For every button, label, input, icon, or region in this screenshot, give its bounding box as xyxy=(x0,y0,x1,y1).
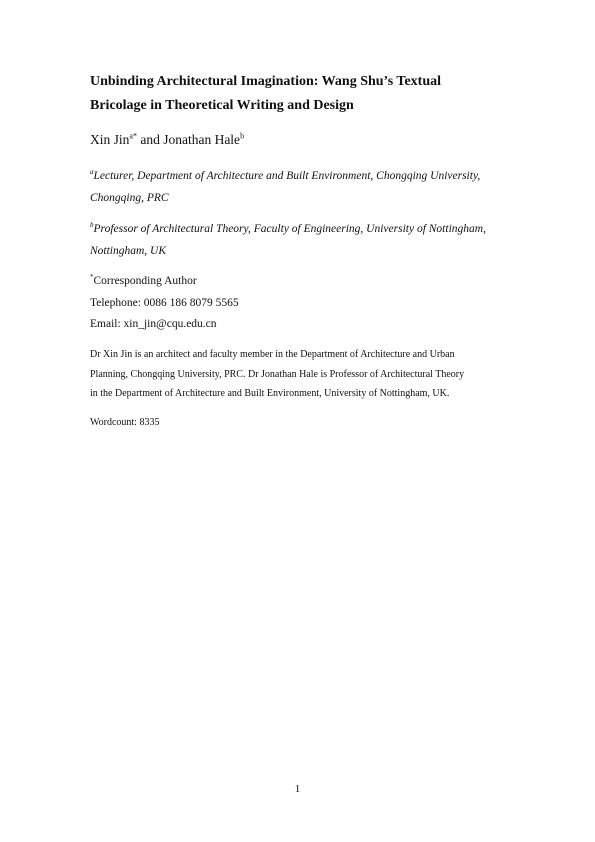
affiliation-a-line-2: Chongqing, PRC xyxy=(90,192,169,204)
author-2-affiliation-marks: b xyxy=(240,131,245,141)
corresponding-author-label: Corresponding Author xyxy=(93,275,197,287)
bio-line-1: Dr Xin Jin is an architect and faculty member in the Department of Architecture and Urban xyxy=(90,349,455,360)
affiliation-a-text-1: Lecturer, Department of Architecture and Built Environment, Chongqing University, xyxy=(93,170,481,182)
paper-title-line-1: Unbinding Architectural Imagination: Wang Shu’s Textual xyxy=(90,74,441,89)
author-joiner: and xyxy=(136,132,164,147)
author-1-affiliation-marks: a* xyxy=(129,131,137,141)
contact-block xyxy=(90,271,239,336)
word-count: Wordcount: 8335 xyxy=(90,417,160,428)
affiliation-b-mark: b xyxy=(90,221,94,230)
bio-line-3: in the Department of Architecture and Built Environment, University of Nottingham, UK. xyxy=(90,388,450,399)
author-list xyxy=(90,131,244,149)
affiliation-b-text-1: Professor of Architectural Theory, Faculty of Engineering, University of Nottingham, xyxy=(93,223,486,235)
author-2-name: Jonathan Hale xyxy=(163,132,241,147)
paper-title-line-2: Bricolage in Theoretical Writing and Design xyxy=(90,98,354,113)
affiliation-a xyxy=(90,165,520,209)
affiliation-a-mark: a xyxy=(90,168,94,177)
page-number: 1 xyxy=(294,783,301,795)
telephone-line: Telephone: 0086 186 8079 5565 xyxy=(90,296,239,309)
affiliation-b xyxy=(90,218,520,262)
corresponding-mark: * xyxy=(90,273,94,282)
paper-title xyxy=(90,70,530,118)
bio-line-2: Planning, Chongqing University, PRC. Dr Jonathan Hale is Professor of Architectural Theory xyxy=(90,368,465,380)
affiliation-b-line-1 xyxy=(90,218,520,240)
affiliation-a-line-1 xyxy=(90,165,520,187)
corresponding-author-line xyxy=(90,271,239,293)
affiliation-b-line-2: Nottingham, UK xyxy=(90,245,167,257)
author-bio-paragraph xyxy=(90,345,520,404)
email-line: Email: xin_jin@cqu.edu.cn xyxy=(90,318,217,330)
author-1-name: Xin Jin xyxy=(90,132,130,147)
